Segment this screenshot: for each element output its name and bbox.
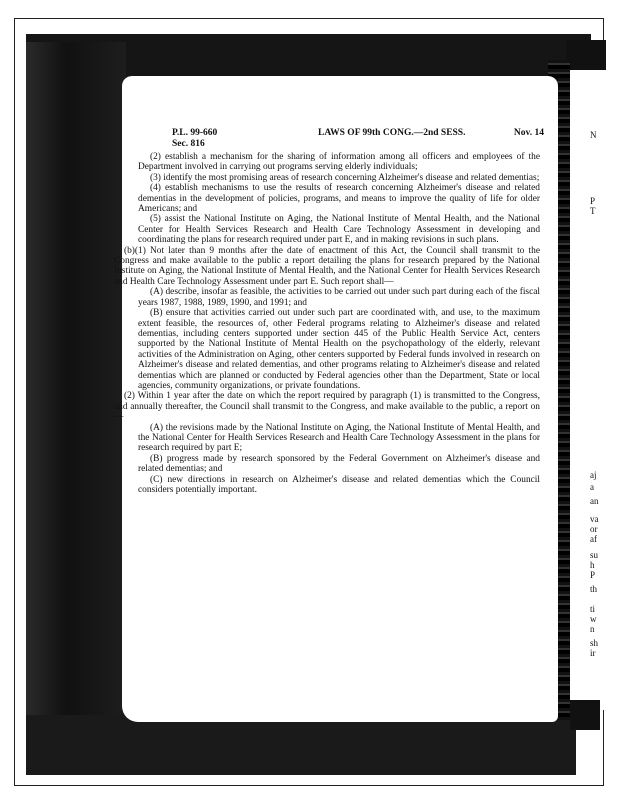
edge-fragment: aj	[590, 470, 597, 480]
edge-fragment: n	[590, 624, 595, 634]
edge-fragment: P	[590, 570, 596, 580]
edge-fragment: sh	[590, 638, 599, 648]
edge-fragment: ti	[590, 604, 596, 614]
adjacent-page-edge	[567, 70, 607, 710]
law-number: P.L. 99-660	[172, 128, 218, 138]
edge-fragment: ir	[590, 648, 596, 658]
clause-5: (5) assist the National Institute on Aging, the National Institute of Mental Health, and the National Center for Health Services Research and Health Care Technology Assessment in developing and coordinating the plans for research required under part E, and in making revisions in such plans.	[138, 214, 540, 246]
scan-shadow-bottom	[26, 715, 576, 775]
edge-fragment: an	[590, 496, 599, 506]
section-number: Sec. 816	[172, 139, 205, 149]
edge-fragment: P	[590, 196, 596, 206]
subparagraph-b2A: (A) the revisions made by the National Institute on Aging, the National Institute of Mental Health, and the National Center for Health Services Research and Health Care Technology Assessment in the plans for research required by part E;	[138, 422, 540, 454]
statute-text	[114, 152, 540, 495]
scan-shadow-corner-bottom	[570, 700, 600, 730]
clause-3: (3) identify the most promising areas of research concerning Alzheimer's disease and related dementias;	[150, 172, 540, 183]
subsection-b1: (b)(1) Not later than 9 months after the date of enactment of this Act, the Council shall transmit to the Congress and make available to the public a report detailing the plans for research prepared by the National Institute on Aging, the National Institute of Mental Health, and the National Center for Health Services Research and Health Care Technology Assessment under part E. Such report shall—	[114, 245, 540, 287]
edge-fragment: h	[590, 560, 595, 570]
edge-fragment: or	[590, 524, 598, 534]
clause-2: (2) establish a mechanism for the sharing of information among all officers and employees of the Department involved in carrying out programs serving elderly individuals;	[138, 152, 540, 173]
subparagraph-b1B: (B) ensure that activities carried out under such part are coordinated with, and use, to the maximum extent feasible, the resources of, other Federal programs relating to Alzheimer's disease and related dementias, including centers supported under section 445 of the Public Health Service Act, centers supported by the National Institute of Mental Health on the psychopathology of the elderly, relevant activities of the Administration on Aging, other centers supported by Federal funds involved in research on Alzheimer's disease and related dementias, and other programs relating to Alzheimer's disease and related dementias which are planned or conducted by Federal agencies other than the Department, State or local agencies, community organizations, or private foundations.	[138, 308, 540, 391]
edge-fragment: N	[590, 130, 597, 140]
edge-fragment: af	[590, 534, 597, 544]
clause-4: (4) establish mechanisms to use the results of research concerning Alzheimer's disease and related dementias in the development of policies, programs, and means to improve the quality of life for older Americans; and	[138, 183, 540, 215]
header-title: LAWS OF 99th CONG.—2nd SESS.	[318, 128, 466, 138]
edge-fragment: va	[590, 514, 599, 524]
edge-fragment: th	[590, 584, 598, 594]
header-left	[172, 128, 217, 150]
subparagraph-b1A: (A) describe, insofar as feasible, the activities to be carried out under such part during each of the fiscal years 1987, 1988, 1989, 1990, and 1991; and	[138, 287, 540, 308]
subparagraph-b2B: (B) progress made by research sponsored by the Federal Government on Alzheimer's disease and related dementias; and	[138, 453, 540, 475]
edge-fragment: T	[590, 206, 596, 216]
edge-fragment: w	[590, 614, 597, 624]
subparagraph-b2C: (C) new directions in research on Alzheimer's disease and related dementias which the Council considers potentially important.	[138, 474, 540, 495]
edge-fragment: a	[590, 482, 594, 492]
paragraph-b2: (2) Within 1 year after the date on which the report required by paragraph (1) is transmitted to the Congress, and annually thereafter, the Council shall transmit to the Congress, and make available to the public, a report on—	[114, 391, 540, 423]
header-date: Nov. 14	[513, 128, 544, 138]
edge-fragment: su	[590, 550, 599, 560]
scan-shadow-left	[26, 42, 126, 772]
